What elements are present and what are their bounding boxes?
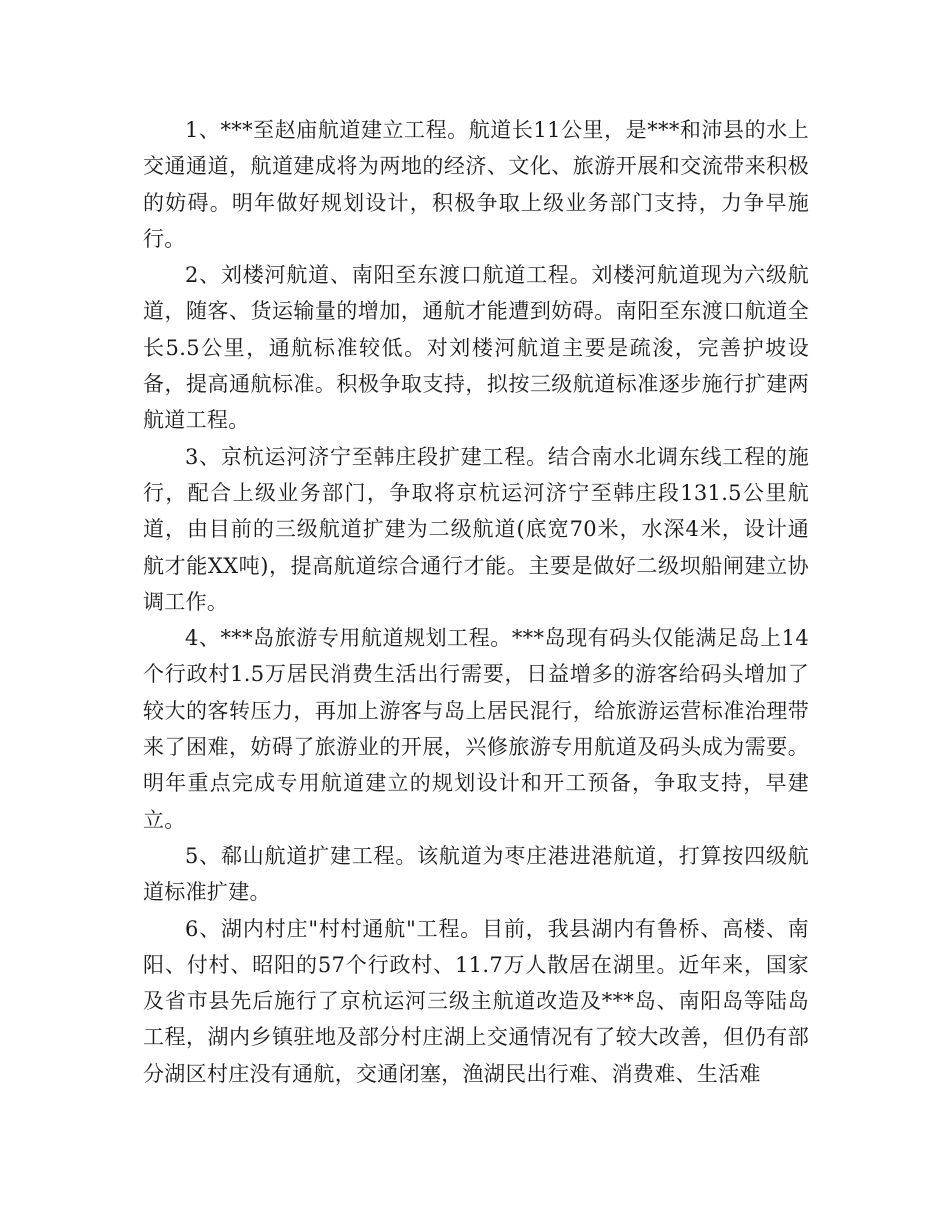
document-body — [143, 112, 809, 1092]
paragraph-1: 1、***至赵庙航道建立工程。航道长11公里，是***和沛县的水上交通通道，航道建成将为两地的经济、文化、旅游开展和交流带来积极的妨碍。明年做好规划设计，积极争取上级业务部门支持，力争早施行。 — [143, 118, 809, 251]
paragraph-4: 4、***岛旅游专用航道规划工程。***岛现有码头仅能满足岛上14个行政村1.5万居民消费生活出行需要，日益增多的游客给码头增加了较大的客转压力，再加上游客与岛上居民混行，给旅游运营标准治理带来了困难，妨碍了旅游业的开展，兴修旅游专用航道及码头成为需要。明年重点完成专用航道建立的规划设计和开工预备，争取支持，早建立。 — [143, 626, 809, 832]
paragraph-6: 6、湖内村庄"村村通航"工程。目前，我县湖内有鲁桥、高楼、南阳、付村、昭阳的57个行政村、11.7万人散居在湖里。近年来，国家及省市县先后施行了京杭运河三级主航道改造及***岛、南阳岛等陆岛工程，湖内乡镇驻地及部分村庄湖上交通情况有了较大改善，但仍有部分湖区村庄没有通航，交通闭塞，渔湖民出行难、消费难、生活难 — [143, 916, 809, 1086]
paragraph-3: 3、京杭运河济宁至韩庄段扩建工程。结合南水北调东线工程的施行，配合上级业务部门，争取将京杭运河济宁至韩庄段131.5公里航道，由目前的三级航道扩建为二级航道(底宽70米，水深4米，设计通航才能XX吨)，提高航道综合通行才能。主要是做好二级坝船闸建立协调工作。 — [143, 444, 809, 614]
paragraph-2: 2、刘楼河航道、南阳至东渡口航道工程。刘楼河航道现为六级航道，随客、货运输量的增加，通航才能遭到妨碍。南阳至东渡口航道全长5.5公里，通航标准较低。对刘楼河航道主要是疏浚，完善护坡设备，提高通航标准。积极争取支持，拟按三级航道标准逐步施行扩建两航道工程。 — [143, 263, 809, 433]
paragraph-5: 5、郗山航道扩建工程。该航道为枣庄港进港航道，打算按四级航道标准扩建。 — [143, 843, 809, 905]
